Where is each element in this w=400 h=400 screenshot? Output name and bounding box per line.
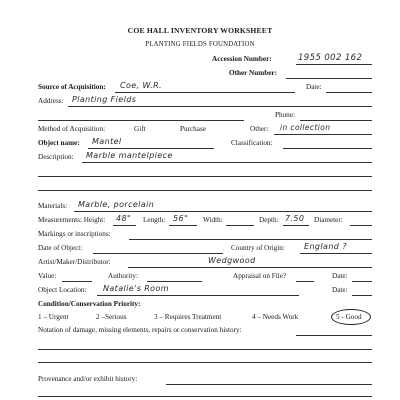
country-label: Country of Origin: [231, 244, 285, 252]
depth-label: Depth: [259, 216, 279, 224]
diameter-line[interactable] [350, 225, 372, 226]
markings-line[interactable] [129, 239, 372, 240]
authority-label: Authority: [108, 272, 138, 280]
address-line-2[interactable] [38, 120, 244, 121]
method-gift[interactable]: Gift [134, 125, 146, 133]
value-label: Value: [38, 272, 57, 280]
materials-line [74, 211, 372, 212]
worksheet-title: COE HALL INVENTORY WORKSHEET [127, 26, 273, 35]
classification-label: Classification: [231, 139, 273, 147]
condition-option-good[interactable]: 5 - Good [336, 313, 362, 321]
accession-number-value[interactable]: 1955 002 162 [298, 53, 363, 63]
description-value[interactable]: Marble mantelpiece [86, 151, 173, 160]
markings-label: Markings or inscriptions: [38, 230, 111, 238]
method-purchase[interactable]: Purchase [180, 125, 206, 133]
country-value[interactable]: England ? [304, 242, 347, 251]
worksheet-subtitle: PLANTING FIELDS FOUNDATION [145, 41, 255, 48]
depth-value[interactable]: 7.50 [285, 214, 305, 223]
address-line [68, 106, 372, 107]
address-value[interactable]: Planting Fields [72, 95, 137, 104]
date-of-object-line[interactable] [93, 253, 223, 254]
measurements-label: Measurements: Height: [38, 216, 106, 224]
length-line [169, 225, 197, 226]
provenance-line-2[interactable] [38, 396, 372, 397]
provenance-line-1[interactable] [166, 384, 372, 385]
other-number-label: Other Number: [229, 69, 277, 77]
height-line [113, 225, 136, 226]
method-label: Method of Acquisition: [38, 125, 106, 133]
address-label: Address: [38, 97, 64, 105]
source-line [115, 92, 295, 93]
provenance-label: Provenance and/or exhibit history: [38, 375, 138, 383]
width-line[interactable] [226, 225, 254, 226]
source-date-line[interactable] [326, 92, 372, 93]
method-other-line [274, 134, 372, 135]
location-date-line[interactable] [352, 295, 372, 296]
country-line [300, 253, 372, 254]
source-value[interactable]: Coe, W.R. [120, 81, 162, 90]
notation-line-1[interactable] [296, 335, 372, 336]
appraisal-date-line[interactable] [352, 281, 372, 282]
condition-option-requires-treatment[interactable]: 3 – Requires Treatment [154, 313, 222, 321]
height-value[interactable]: 48" [116, 214, 132, 223]
description-label: Description: [38, 153, 74, 161]
materials-value[interactable]: Marble, porcelain [78, 200, 155, 209]
materials-label: Materials: [38, 202, 68, 210]
condition-option-serious[interactable]: 2 –Serious [96, 313, 127, 321]
notation-line-2[interactable] [38, 349, 372, 350]
description-line-3[interactable] [38, 190, 372, 191]
authority-line[interactable] [147, 281, 202, 282]
object-name-line [88, 148, 214, 149]
depth-line [283, 225, 309, 226]
location-line [97, 295, 299, 296]
notation-line-3[interactable] [38, 362, 372, 363]
appraisal-date-label: Date: [332, 272, 348, 280]
location-date-label: Date: [332, 286, 348, 294]
condition-selected-circle [331, 309, 371, 325]
description-line-2[interactable] [38, 176, 372, 177]
accession-number-label: Accession Number: [212, 55, 272, 63]
description-line-1 [82, 162, 372, 163]
accession-number-line [296, 64, 372, 65]
object-name-label: Object name: [38, 139, 80, 147]
condition-option-needs-work[interactable]: 4 – Needs Work [252, 313, 299, 321]
artist-value[interactable]: Wedgwood [208, 256, 256, 265]
appraisal-line[interactable] [296, 281, 314, 282]
artist-label: Artist/Maker/Distributor: [38, 258, 111, 266]
length-value[interactable]: 56" [173, 214, 189, 223]
condition-option-urgent[interactable]: 1 – Urgent [38, 313, 69, 321]
notation-label: Notation of damage, missing elements, repairs or conservation history: [38, 326, 242, 334]
value-line[interactable] [62, 281, 92, 282]
date-of-object-label: Date of Object: [38, 244, 83, 252]
appraisal-label: Appraisal on File? [233, 272, 287, 280]
method-other-value[interactable]: in collection [280, 123, 331, 132]
diameter-label: Diameter: [314, 216, 343, 224]
object-name-value[interactable]: Mantel [92, 137, 122, 146]
source-date-label: Date: [306, 83, 322, 91]
condition-label: Condition/Conservation Priority: [38, 300, 141, 308]
location-value[interactable]: Natalie's Room [103, 284, 169, 293]
phone-label: Phone: [275, 111, 295, 119]
source-label: Source of Acquisition: [38, 83, 106, 91]
width-label: Width: [203, 216, 223, 224]
phone-line[interactable] [300, 120, 372, 121]
artist-line [128, 267, 372, 268]
classification-line[interactable] [283, 148, 372, 149]
location-label: Object Location: [38, 286, 87, 294]
method-other-label: Other: [250, 125, 269, 133]
length-label: Length: [143, 216, 166, 224]
other-number-line[interactable] [286, 78, 372, 79]
